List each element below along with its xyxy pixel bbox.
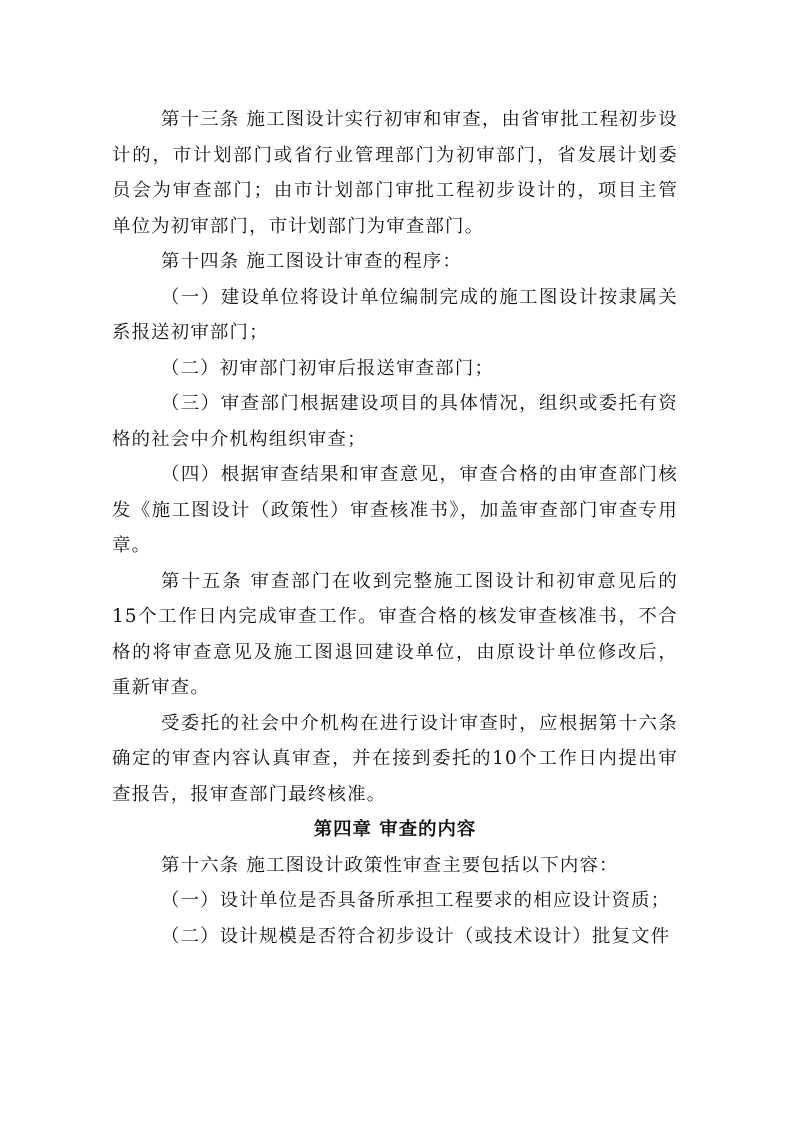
article-14-item-2: （二）初审部门初审后报送审查部门； bbox=[161, 357, 495, 379]
article-15: 第十五条 审查部门在收到完整施工图设计和初审意见后的15个工作日内完成审查工作。审查合格的核发审查核准书，不合格的将审查意见及施工图退回建设单位，由原设计单位修改后，重新审查。 bbox=[112, 570, 678, 698]
article-16: 第十六条 施工图设计政策性审查主要包括以下内容： bbox=[161, 854, 619, 876]
article-14-item-3: （三）审查部门根据建设项目的具体情况，组织或委托有资格的社会中介机构组织审查； bbox=[112, 393, 678, 450]
article-14: 第十四条 施工图设计审查的程序： bbox=[161, 251, 462, 272]
article-15-paragraph-2: 受委托的社会中介机构在进行设计审查时，应根据第十六条确定的审查内容认真审查，并在接到委托的10个工作日内提出审查报告，报审查部门最终核准。 bbox=[112, 712, 678, 805]
article-14-item-4: （四）根据审查结果和审查意见，审查合格的由审查部门核发《施工图设计（政策性）审查核准书》，加盖审查部门审查专用章。 bbox=[112, 464, 678, 556]
document-body bbox=[112, 102, 678, 954]
article-14-item-1: （一）建设单位将设计单位编制完成的施工图设计按隶属关系报送初审部门； bbox=[112, 286, 678, 343]
article-13: 第十三条 施工图设计实行初审和审查，由省审批工程初步设计的，市计划部门或省行业管理部门为初审部门，省发展计划委员会为审查部门；由市计划部门审批工程初步设计的，项目主管单位为初审部门，市计划部门为审查部门。 bbox=[112, 109, 678, 237]
article-16-item-1: （一）设计单位是否具备所承担工程要求的相应设计资质； bbox=[161, 890, 671, 911]
article-16-item-2: （二）设计规模是否符合初步设计（或技术设计）批复文件 bbox=[161, 925, 671, 947]
chapter-heading: 第四章 审查的内容 bbox=[313, 819, 477, 840]
